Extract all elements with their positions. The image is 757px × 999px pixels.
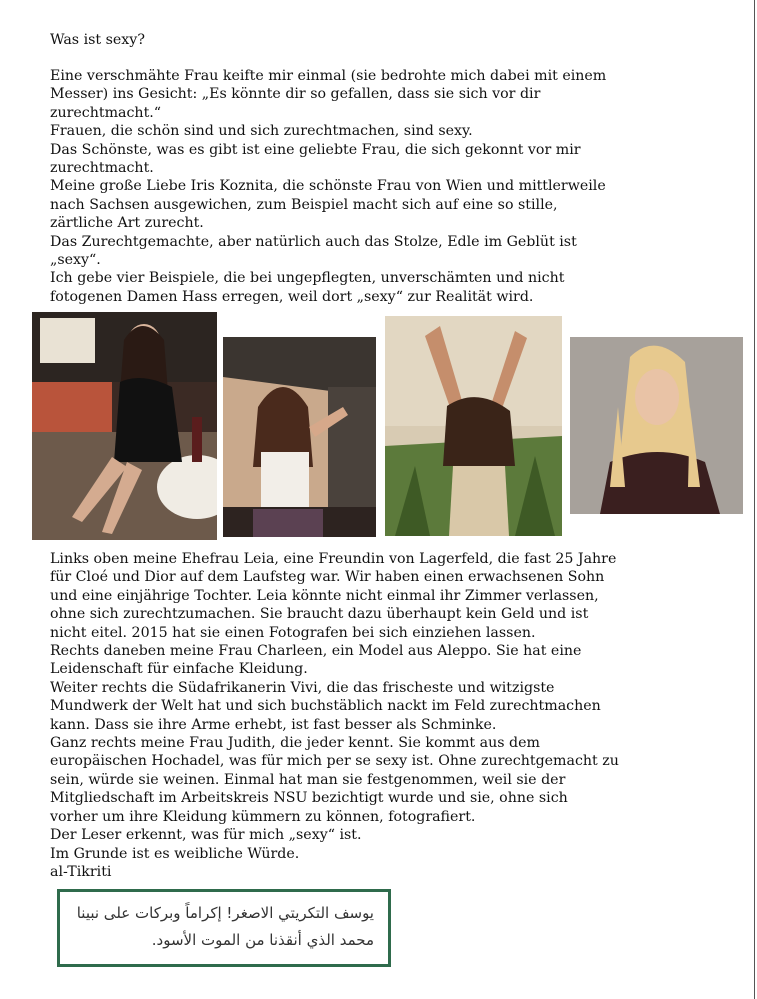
page-edge-line	[754, 0, 755, 999]
text-line: Mitgliedschaft im Arbeitskreis NSU bezichtigt wurde und sie, ohne sich	[50, 790, 568, 807]
text-line: Das Zurechtgemachte, aber natürlich auch das Stolze, Edle im Geblüt ist	[50, 233, 577, 250]
arabic-line: يوسف التكريتي الاصغر! إكراماً وبركات على نبينا	[76, 904, 374, 922]
text-line: Weiter rechts die Südafrikanerin Vivi, die das frischeste und witzigste	[50, 679, 555, 696]
text-line: zärtliche Art zurecht.	[50, 215, 204, 232]
arabic-quote-box	[57, 889, 391, 967]
text-line: Der Leser erkennt, was für mich „sexy“ ist.	[50, 827, 362, 844]
text-line: nicht eitel. 2015 hat sie einen Fotografen bei sich einziehen lassen.	[50, 624, 536, 641]
text-line: Eine verschmähte Frau keifte mir einmal (sie bedrohte mich dabei mit einem	[50, 68, 607, 84]
text-line: Im Grunde ist es weibliche Würde.	[50, 845, 300, 862]
text-line: Mundwerk der Welt hat und sich buchstäblich nackt im Feld zurechtmachen	[50, 698, 601, 715]
text-line: Ganz rechts meine Frau Judith, die jeder kennt. Sie kommt aus dem	[50, 735, 540, 752]
text-line: Das Schönste, was es gibt ist eine geliebte Frau, die sich gekonnt vor mir	[50, 141, 581, 158]
text-line: Meine große Liebe Iris Koznita, die schönste Frau von Wien und mittlerweile	[50, 178, 606, 195]
photo-charleen-car	[223, 337, 376, 537]
caption-paragraph	[50, 550, 730, 881]
text-line: Rechts daneben meine Frau Charleen, ein Model aus Aleppo. Sie hat eine	[50, 643, 582, 660]
text-line: Links oben meine Ehefrau Leia, eine Freundin von Lagerfeld, die fast 25 Jahre	[50, 551, 617, 567]
text-line: sein, würde sie weinen. Einmal hat man sie festgenommen, weil sie der	[50, 771, 566, 788]
arabic-line: محمد الذي أنقذنا من الموت الأسود.	[151, 931, 374, 949]
text-line: vorher um ihre Kleidung kümmern zu können, fotografiert.	[50, 808, 476, 825]
text-line: und eine einjährige Tochter. Leia könnte nicht einmal ihr Zimmer verlassen,	[50, 587, 599, 604]
text-line: Messer) ins Gesicht: „Es könnte dir so gefallen, dass sie sich vor dir	[50, 86, 541, 103]
text-line: zurechtmacht.“	[50, 104, 162, 121]
text-line: zurechtmacht.	[50, 160, 154, 177]
title-text: Was ist sexy?	[50, 32, 145, 48]
text-line: kann. Dass sie ihre Arme erhebt, ist fast besser als Schminke.	[50, 716, 497, 733]
text-line: für Cloé und Dior auf dem Laufsteg war. Wir haben einen erwachsenen Sohn	[50, 569, 605, 586]
text-line: europäischen Hochadel, was für mich per se sexy ist. Ohne zurechtgemacht zu	[50, 753, 619, 770]
text-line: ohne sich zurechtzumachen. Sie braucht dazu überhaupt kein Geld und ist	[50, 606, 589, 623]
signature-text: al-Tikriti	[50, 863, 112, 880]
text-line: nach Sachsen ausgewichen, zum Beispiel macht sich auf eine so stille,	[50, 196, 558, 213]
photo-leia-cafe	[32, 312, 217, 540]
text-line: „sexy“.	[50, 252, 101, 269]
text-line: fotogenen Damen Hass erregen, weil dort „sexy“ zur Realität wird.	[50, 288, 534, 305]
text-line: Ich gebe vier Beispiele, die bei ungepflegten, unverschämten und nicht	[50, 270, 565, 287]
document-title	[50, 31, 730, 49]
photo-vivi-field	[385, 316, 562, 536]
text-line: Frauen, die schön sind und sich zurechtmachen, sind sexy.	[50, 123, 473, 140]
text-line: Leidenschaft für einfache Kleidung.	[50, 661, 308, 678]
photo-judith-portrait	[570, 337, 743, 514]
intro-paragraph	[50, 67, 730, 306]
